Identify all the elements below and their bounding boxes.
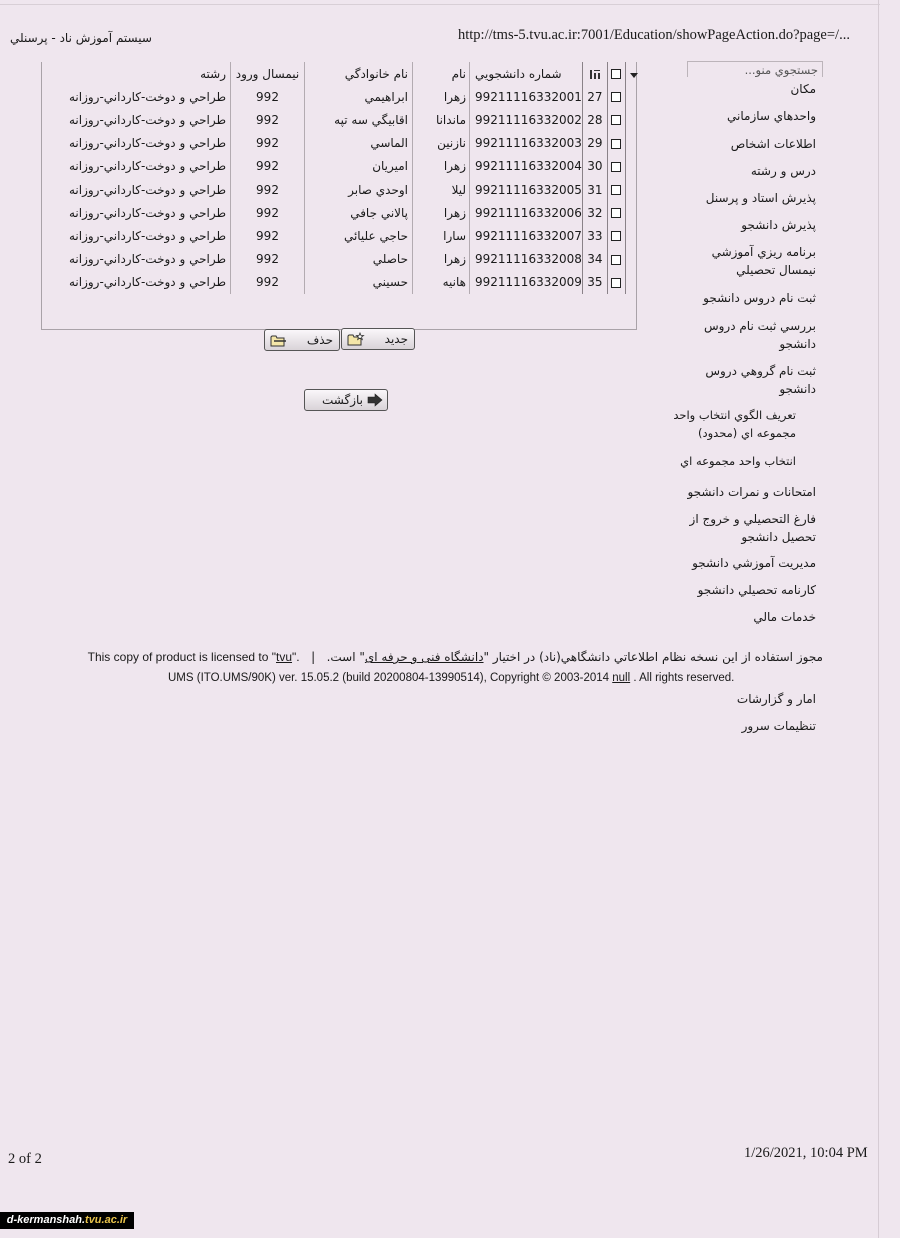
sidebar-item-financial[interactable]: خدمات مالي bbox=[753, 610, 816, 624]
cell-entry-semester: 992 bbox=[231, 271, 305, 294]
table-options-dropdown[interactable] bbox=[625, 62, 643, 85]
column-settings-icon[interactable] bbox=[582, 62, 607, 85]
menu-search-input[interactable] bbox=[687, 61, 823, 77]
cell-major: طراحي و دوخت-كارداني-روزانه bbox=[41, 201, 231, 224]
cell-last-name: اوحدي صابر bbox=[305, 178, 413, 201]
back-button-label: بازگشت bbox=[322, 393, 363, 407]
row-checkbox[interactable] bbox=[607, 108, 625, 131]
cell-row-number: 34 bbox=[582, 248, 607, 271]
sidebar-item-label-line2: نيمسال تحصيلي bbox=[736, 263, 816, 277]
license-en bbox=[88, 650, 300, 664]
chevron-down-icon bbox=[630, 73, 638, 78]
sidebar-item-graduation[interactable] bbox=[690, 510, 816, 546]
cell-major: طراحي و دوخت-كارداني-روزانه bbox=[41, 155, 231, 178]
cell-row-number: 28 bbox=[582, 108, 607, 131]
cell-last-name: الماسي bbox=[305, 132, 413, 155]
sidebar-item-label: تعريف الگوي انتخاب واحد bbox=[673, 408, 796, 422]
cell-major: طراحي و دوخت-كارداني-روزانه bbox=[41, 178, 231, 201]
cell-first-name: زهرا bbox=[413, 155, 470, 178]
new-button-label: جديد bbox=[384, 332, 408, 346]
row-checkbox[interactable] bbox=[607, 178, 625, 201]
table-row[interactable] bbox=[41, 85, 643, 108]
cell-last-name: ابراهيمي bbox=[305, 85, 413, 108]
page-top-rule bbox=[0, 4, 880, 5]
license-fa-post: " است. bbox=[326, 650, 365, 664]
cell-entry-semester: 992 bbox=[231, 132, 305, 155]
license-en-pre: This copy of product is licensed to " bbox=[87, 650, 276, 664]
sidebar-item-label: فارغ التحصيلي و خروج از bbox=[689, 512, 816, 526]
cell-last-name: حاصلي bbox=[305, 248, 413, 271]
cell-student-id: 99211116332006 bbox=[470, 201, 583, 224]
row-checkbox[interactable] bbox=[607, 85, 625, 108]
sidebar-item-group-selection[interactable]: انتخاب واحد مجموعه اي bbox=[680, 454, 796, 468]
sidebar-item-org-units[interactable]: واحدهاي سازماني bbox=[727, 109, 816, 123]
print-footer-datetime: 1/26/2021, 10:04 PM bbox=[744, 1145, 868, 1161]
folder-add-icon bbox=[347, 332, 365, 347]
cell-last-name: اقابيگي سه تپه bbox=[305, 108, 413, 131]
row-checkbox[interactable] bbox=[607, 155, 625, 178]
cell-row-number: 33 bbox=[582, 224, 607, 247]
license-university-link[interactable]: دانشگاه فنی و حرفه ای bbox=[364, 650, 484, 664]
sidebar-item-student-admission[interactable]: پذيرش دانشجو bbox=[741, 218, 816, 232]
site-watermark bbox=[0, 1212, 134, 1229]
grid-columns-icon bbox=[590, 70, 600, 79]
column-header-last-name[interactable]: نام خانوادگي bbox=[305, 62, 413, 85]
cell-first-name: زهرا bbox=[413, 85, 470, 108]
cell-last-name: حاجي عليائي bbox=[305, 224, 413, 247]
table-row[interactable] bbox=[41, 224, 643, 247]
sidebar-item-education-management[interactable]: مديريت آموزشي دانشجو bbox=[692, 556, 816, 570]
cell-student-id: 99211116332002 bbox=[470, 108, 583, 131]
cell-entry-semester: 992 bbox=[231, 178, 305, 201]
cell-first-name: ليلا bbox=[413, 178, 470, 201]
cell-student-id: 99211116332005 bbox=[470, 178, 583, 201]
version-null-link[interactable]: null bbox=[612, 672, 631, 684]
license-text bbox=[53, 650, 823, 664]
sidebar-item-label-line2: مجموعه اي (محدود) bbox=[698, 426, 796, 440]
cell-last-name: پالاني جافي bbox=[305, 201, 413, 224]
column-header-major[interactable]: رشته bbox=[41, 62, 231, 85]
sidebar-item-label: ثبت نام گروهي دروس bbox=[705, 364, 816, 378]
cell-row-number: 32 bbox=[582, 201, 607, 224]
checkbox-icon bbox=[611, 255, 621, 265]
row-spacer bbox=[625, 224, 643, 247]
cell-first-name: ماندانا bbox=[413, 108, 470, 131]
checkbox-icon bbox=[611, 231, 621, 241]
version-text bbox=[168, 672, 734, 684]
row-checkbox[interactable] bbox=[607, 248, 625, 271]
sidebar-item-course-registration[interactable]: ثبت نام دروس دانشجو bbox=[703, 291, 816, 305]
cell-entry-semester: 992 bbox=[231, 108, 305, 131]
cell-entry-semester: 992 bbox=[231, 155, 305, 178]
license-separator: | bbox=[311, 650, 316, 664]
table-row[interactable] bbox=[41, 271, 643, 294]
page-right-edge bbox=[878, 0, 879, 1238]
sidebar-item-persons[interactable]: اطلاعات اشخاص bbox=[730, 137, 816, 151]
row-checkbox[interactable] bbox=[607, 201, 625, 224]
cell-entry-semester: 992 bbox=[231, 85, 305, 108]
row-checkbox[interactable] bbox=[607, 132, 625, 155]
checkbox-icon bbox=[611, 162, 621, 172]
cell-student-id: 99211116332004 bbox=[470, 155, 583, 178]
cell-major: طراحي و دوخت-كارداني-روزانه bbox=[41, 108, 231, 131]
cell-major: طراحي و دوخت-كارداني-روزانه bbox=[41, 248, 231, 271]
cell-row-number: 29 bbox=[582, 132, 607, 155]
cell-last-name: حسيني bbox=[305, 271, 413, 294]
folder-remove-icon bbox=[270, 333, 288, 348]
watermark-prefix: d-kermanshah. bbox=[6, 1214, 86, 1226]
table-header-row bbox=[41, 62, 643, 85]
row-spacer bbox=[625, 132, 643, 155]
cell-major: طراحي و دوخت-كارداني-روزانه bbox=[41, 224, 231, 247]
version-post: . All rights reserved. bbox=[630, 672, 735, 684]
cell-first-name: نازنين bbox=[413, 132, 470, 155]
cell-first-name: زهرا bbox=[413, 248, 470, 271]
watermark-domain: tvu.ac.ir bbox=[85, 1214, 128, 1226]
column-header-entry-semester[interactable]: نيمسال ورود bbox=[231, 62, 305, 85]
select-all-checkbox[interactable] bbox=[607, 62, 625, 85]
sidebar-item-label-line2: دانشجو bbox=[779, 382, 816, 396]
cell-row-number: 27 bbox=[582, 85, 607, 108]
sidebar-item-label-line2: دانشجو bbox=[779, 337, 816, 351]
cell-student-id: 99211116332008 bbox=[470, 248, 583, 271]
checkbox-icon bbox=[611, 69, 621, 79]
column-header-first-name[interactable]: نام bbox=[413, 62, 470, 85]
sidebar-item-semester-planning[interactable] bbox=[712, 243, 816, 279]
sidebar-item-courses[interactable]: درس و رشته bbox=[750, 164, 816, 178]
cell-row-number: 35 bbox=[582, 271, 607, 294]
cell-entry-semester: 992 bbox=[231, 224, 305, 247]
checkbox-icon bbox=[611, 185, 621, 195]
table-row[interactable] bbox=[41, 155, 643, 178]
row-checkbox[interactable] bbox=[607, 271, 625, 294]
print-footer-page-number: 2 of 2 bbox=[8, 1151, 42, 1167]
cell-entry-semester: 992 bbox=[231, 248, 305, 271]
cell-first-name: سارا bbox=[413, 224, 470, 247]
cell-first-name: زهرا bbox=[413, 201, 470, 224]
student-table bbox=[41, 62, 643, 294]
sidebar-item-group-registration[interactable] bbox=[705, 362, 816, 398]
checkbox-icon bbox=[611, 115, 621, 125]
cell-student-id: 99211116332007 bbox=[470, 224, 583, 247]
sidebar-item-location[interactable]: مكان bbox=[790, 82, 816, 96]
table-row[interactable] bbox=[41, 178, 643, 201]
table-row[interactable] bbox=[41, 132, 643, 155]
row-spacer bbox=[625, 271, 643, 294]
row-spacer bbox=[625, 248, 643, 271]
license-fa-pre: مجوز استفاده از اين نسخه نظام اطلاعاتي دانشگاهي(ناد) در اختيار " bbox=[483, 650, 823, 664]
sidebar-item-registration-review[interactable] bbox=[704, 317, 816, 353]
table-row[interactable] bbox=[41, 248, 643, 271]
sidebar-item-label: برنامه ريزي آموزشي bbox=[711, 245, 816, 259]
cell-student-id: 99211116332003 bbox=[470, 132, 583, 155]
arrow-right-icon bbox=[367, 393, 383, 407]
sidebar-item-label-line2: تحصيل دانشجو bbox=[741, 530, 816, 544]
table-row[interactable] bbox=[41, 201, 643, 224]
sidebar-item-selection-pattern[interactable] bbox=[673, 406, 796, 442]
cell-student-id: 99211116332009 bbox=[470, 271, 583, 294]
checkbox-icon bbox=[611, 278, 621, 288]
license-en-post: ". bbox=[292, 650, 300, 664]
row-spacer bbox=[625, 201, 643, 224]
cell-student-id: 99211116332001 bbox=[470, 85, 583, 108]
cell-first-name: هانيه bbox=[413, 271, 470, 294]
column-header-student-id[interactable]: شماره دانشجويي bbox=[470, 62, 583, 85]
table-row[interactable] bbox=[41, 108, 643, 131]
cell-entry-semester: 992 bbox=[231, 201, 305, 224]
row-checkbox[interactable] bbox=[607, 224, 625, 247]
cell-major: طراحي و دوخت-كارداني-روزانه bbox=[41, 132, 231, 155]
back-button[interactable] bbox=[304, 389, 388, 411]
cell-major: طراحي و دوخت-كارداني-روزانه bbox=[41, 271, 231, 294]
print-header-url: http://tms-5.tvu.ac.ir:7001/Education/showPageAction.do?page=/... bbox=[458, 27, 850, 43]
print-header-title: سیستم آموزش ناد - پرسنلي bbox=[10, 31, 152, 45]
checkbox-icon bbox=[611, 208, 621, 218]
checkbox-icon bbox=[611, 92, 621, 102]
row-spacer bbox=[625, 155, 643, 178]
sidebar-item-reports[interactable]: امار و گزارشات bbox=[736, 692, 816, 706]
row-spacer bbox=[625, 178, 643, 201]
checkbox-icon bbox=[611, 139, 621, 149]
cell-major: طراحي و دوخت-كارداني-روزانه bbox=[41, 85, 231, 108]
new-button[interactable] bbox=[341, 328, 415, 350]
license-tvu-link[interactable]: tvu bbox=[276, 650, 293, 664]
row-spacer bbox=[625, 108, 643, 131]
cell-row-number: 31 bbox=[582, 178, 607, 201]
delete-button-label: حذف bbox=[306, 333, 333, 347]
sidebar-item-label: بررسي ثبت نام دروس bbox=[703, 319, 816, 333]
cell-last-name: اميريان bbox=[305, 155, 413, 178]
delete-button[interactable] bbox=[264, 329, 340, 351]
row-spacer bbox=[625, 85, 643, 108]
sidebar-item-server-settings[interactable]: تنظيمات سرور bbox=[741, 719, 816, 733]
version-pre: UMS (ITO.UMS/90K) ver. 15.05.2 (build 20200804-13990514), Copyright © 2003-2014 bbox=[168, 672, 613, 684]
sidebar-item-staff-admission[interactable]: پذيرش استاد و پرسنل bbox=[705, 191, 816, 205]
sidebar-item-transcript[interactable]: كارنامه تحصيلي دانشجو bbox=[697, 583, 816, 597]
cell-row-number: 30 bbox=[582, 155, 607, 178]
sidebar-item-exams-grades[interactable]: امتحانات و نمرات دانشجو bbox=[687, 485, 816, 499]
